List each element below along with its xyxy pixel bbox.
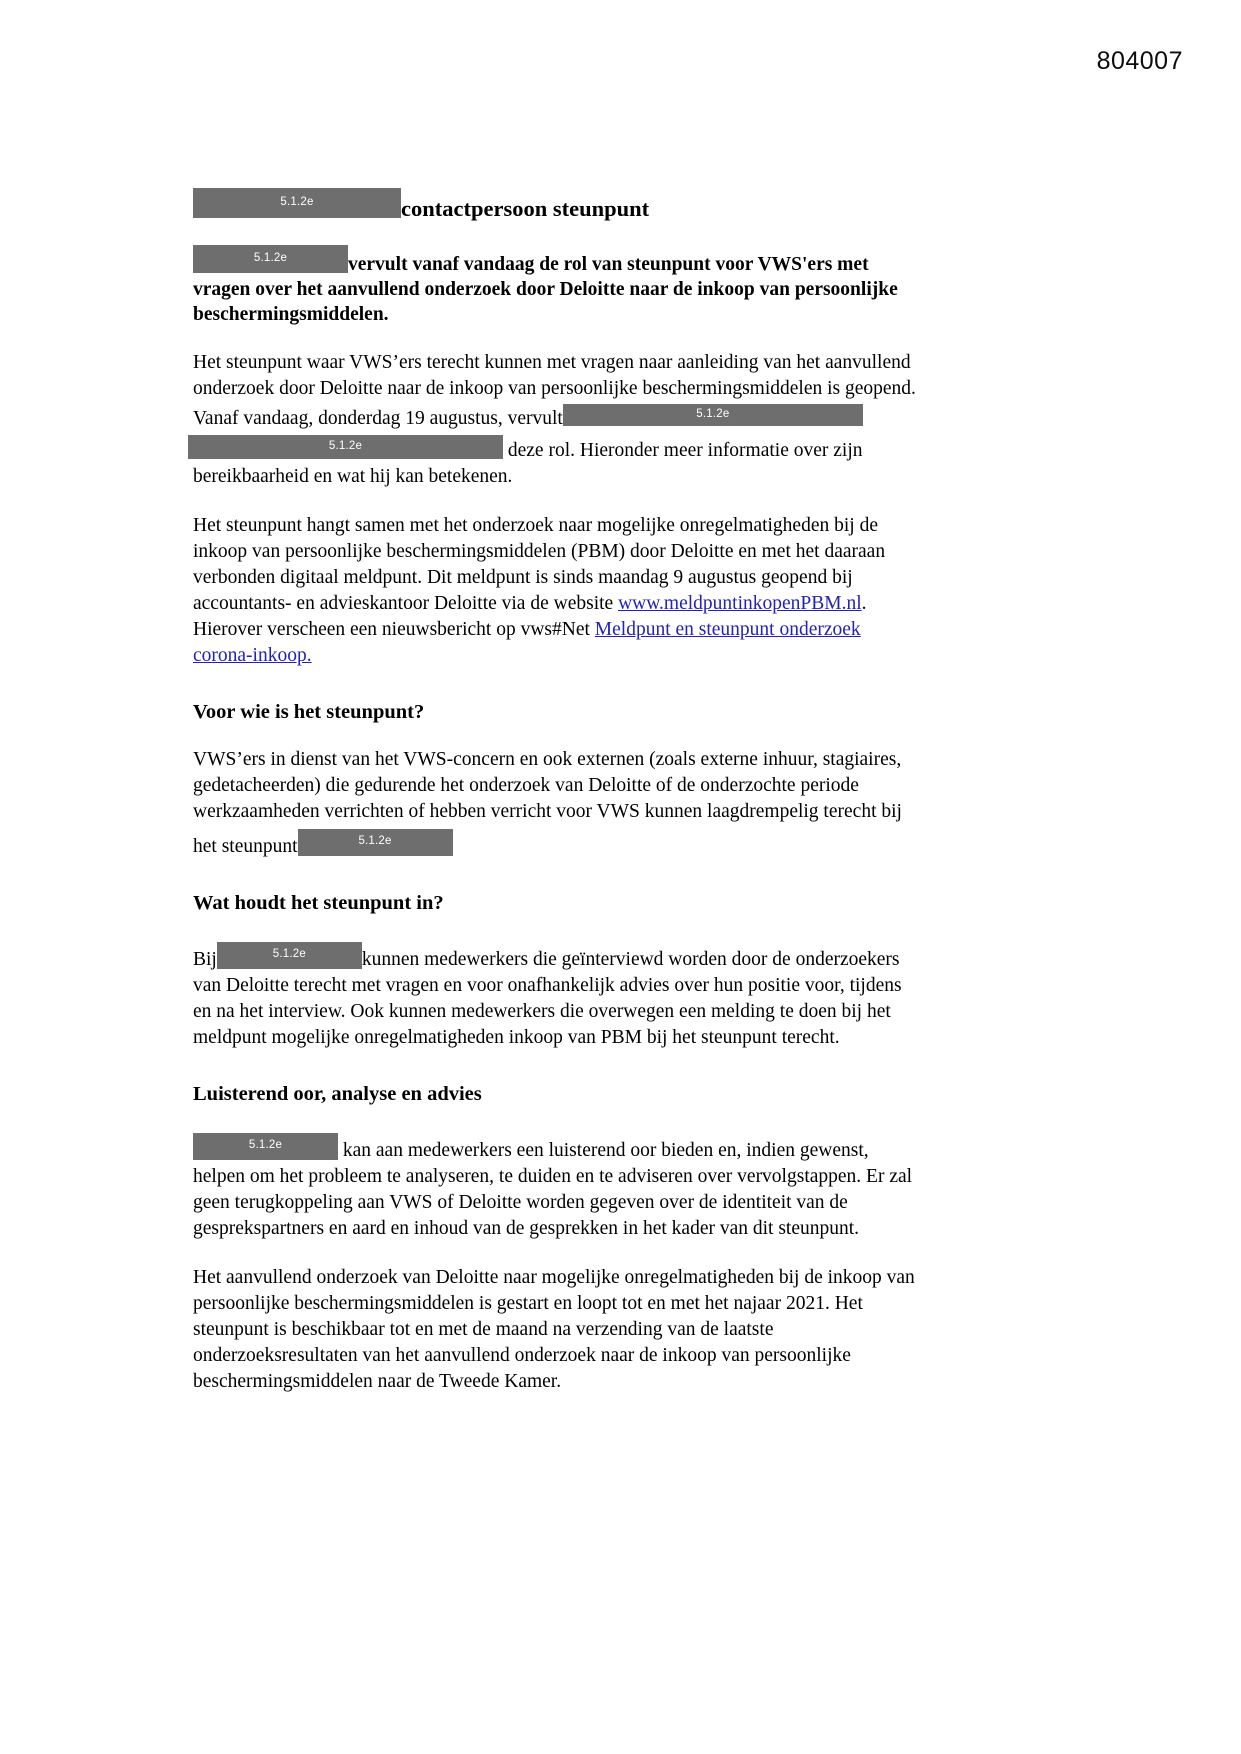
lead-paragraph-text: vervult vanaf vandaag de rol van steunpunt voor VWS'ers met vragen over het aanvullend onderzoek door Deloitte naar de inkoop van persoonlijke beschermingsmiddelen.: [193, 253, 898, 325]
document-body: [193, 186, 921, 1395]
lead-paragraph: [193, 242, 921, 327]
section-heading-wat-houdt: Wat houdt het steunpunt in?: [193, 891, 444, 914]
document-title-text: contactpersoon steunpunt: [401, 196, 650, 221]
paragraph-4-text-a: Bij: [193, 948, 217, 970]
redaction-box-p1-a: 5.1.2e: [563, 404, 863, 426]
section-heading-luisterend-oor: Luisterend oor, analyse en advies: [193, 1082, 482, 1105]
redaction-box-title: 5.1.2e: [193, 188, 401, 218]
paragraph-4-text-b: kunnen medewerkers die geïnterviewd worden door de onderzoekers van Deloitte terecht met vragen en voor onafhankelijk advies over hun positie voor, tijdens en na het interview. Ook kunnen medewerkers die overwegen een melding te doen bij het meldpunt mogelijke onregelmatigheden inkoop van PBM bij het steunpunt terecht.: [193, 948, 902, 1048]
page-number: 804007: [1096, 47, 1183, 75]
paragraph-5: [193, 1129, 921, 1242]
paragraph-6-text: Het aanvullend onderzoek van Deloitte naar mogelijke onregelmatigheden bij de inkoop van persoonlijke beschermingsmiddelen is gestart en loopt tot en met het najaar 2021. Het steunpunt is beschikbaar tot en met de maand na verzending van de laatste onderzoeksresultaten van het aanvullend onderzoek naar de inkoop van persoonlijke beschermingsmiddelen naar de Tweede Kamer.: [193, 1266, 915, 1392]
paragraph-2-text-a: Het steunpunt hangt samen met het onderzoek naar mogelijke onregelmatigheden bij de inkoop van persoonlijke beschermingsmiddelen (PBM) door Deloitte en met het daaraan verbonden digitaal meldpunt. Dit meldpunt is sinds maandag 9 augustus geopend bij accountants- en advieskantoor Deloitte via de website: [193, 514, 886, 614]
redaction-box-p1-b: 5.1.2e: [188, 435, 503, 459]
section-heading-voor-wie: Voor wie is het steunpunt?: [193, 700, 425, 723]
paragraph-6: [193, 1265, 921, 1395]
paragraph-1-text-b: deze rol. Hieronder meer informatie over zijn bereikbaarheid en wat hij kan betekenen.: [193, 439, 863, 487]
paragraph-2: [193, 513, 921, 669]
paragraph-2-text-b: . Hierover verscheen een nieuwsbericht op vws#Net: [193, 592, 867, 640]
paragraph-1: [193, 350, 921, 490]
paragraph-1-text-a: Het steunpunt waar VWS’ers terecht kunnen met vragen naar aanleiding van het aanvullend onderzoek door Deloitte naar de inkoop van persoonlijke beschermingsmiddelen is geopend. Vanaf vandaag, donderdag 19 augustus, vervult: [193, 351, 916, 429]
document-title: [193, 186, 921, 221]
redaction-box-p3: 5.1.2e: [298, 829, 453, 856]
paragraph-3-text: VWS’ers in dienst van het VWS-concern en ook externen (zoals externe inhuur, stagiaires, gedetacheerden) die gedurende het onderzoek van Deloitte of de onderzochte periode werkzaamheden verrichten of hebben verricht voor VWS kunnen laagdrempelig terecht bij het steunpunt: [193, 748, 902, 857]
paragraph-5-text: kan aan medewerkers een luisterend oor bieden en, indien gewenst, helpen om het probleem te analyseren, te duiden en te adviseren over vervolgstappen. Er zal geen terugkoppeling aan VWS of Deloitte worden gegeven over de identiteit van de gesprekspartners en aard en inhoud van de gesprekken in het kader van dit steunpunt.: [193, 1139, 913, 1239]
redaction-box-p5: 5.1.2e: [193, 1133, 338, 1160]
redaction-box-p4: 5.1.2e: [217, 942, 362, 969]
redaction-box-lead: 5.1.2e: [193, 245, 348, 273]
link-nieuwsbericht-meldpunt-steunpunt[interactable]: Meldpunt en steunpunt onderzoek corona-inkoop.: [193, 618, 861, 666]
paragraph-3: [193, 747, 921, 860]
paragraph-4: [193, 938, 921, 1051]
link-meldpuntinkopenpbm[interactable]: www.meldpuntinkopenPBM.nl: [618, 592, 862, 614]
